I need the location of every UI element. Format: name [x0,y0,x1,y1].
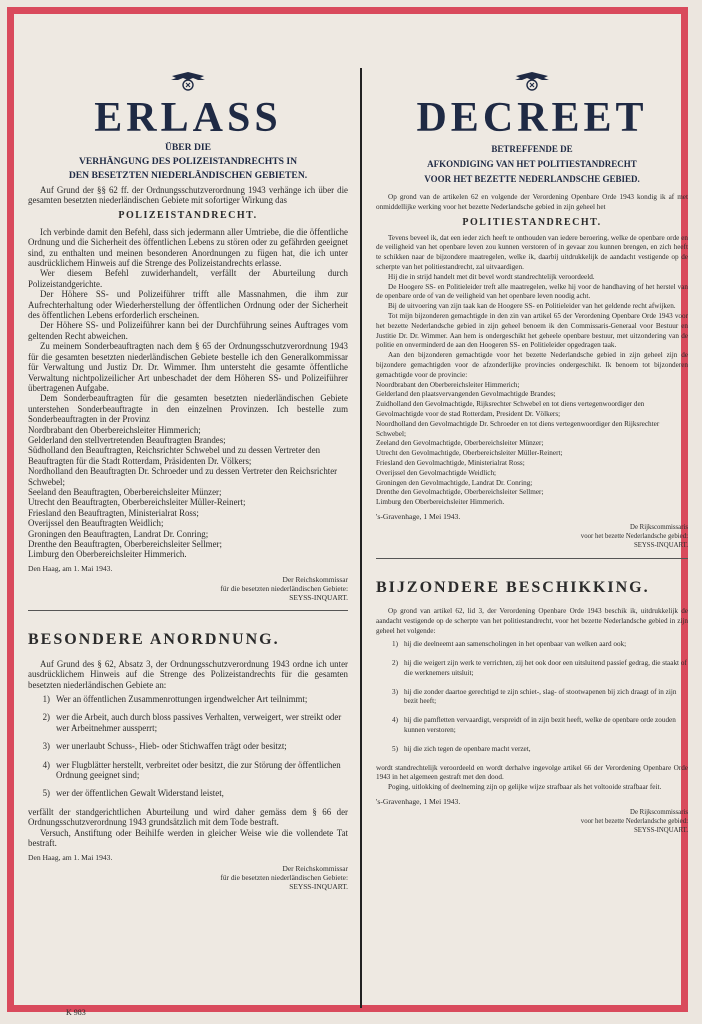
date-line: Den Haag, am 1. Mai 1943. [28,852,113,862]
item-text: wer der öffentlichen Gewalt Widerstand leistet, [56,788,224,799]
signature-block [376,808,688,835]
province-item: Groningen den Gevolmachtigde, Landrat Dr. Conring; [376,478,533,487]
province-item: Gelderland den stellvertretenden Beauftragten Brandes; [28,434,226,445]
column-divider [360,68,362,1008]
signature-name: SEYSS-INQUART. [633,541,688,549]
paragraph: Hij die in strijd handelt met dit bevel wordt standrechtelijk veroordeeld. [388,272,595,281]
item-number: 2) [392,659,398,668]
item-text: wer die Arbeit, auch durch bloss passives Verhalten, verweigert, wer streikt oder wer Arbeitnehmer aussperrt; [56,712,342,733]
signature-scope: für die besetzten niederländischen Gebiete: [220,872,348,882]
besondere-intro: Auf Grund des § 62, Absatz 3, der Ordnungsschutzverordnung 1943 ordne ich unter ausdrücklichem Hinweis auf die Strenge des Polizeistandrechts für die gesamten besetzten niederländischen Gebiete an: [28,658,348,690]
bijzondere-beschikking-heading: BIJZONDERE BESCHIKKING. [376,578,650,596]
print-code: K 983 [66,1008,86,1017]
paragraph: Dem Sonderbeauftragten für die gesamten besetzten niederländischen Gebiete unterstehen Sonderbeauftragte in den einzelnen Provinzen. Ich bestelle zum Sonderbeauftragten in der Provinz [28,393,348,425]
signature-name: SEYSS-INQUART. [289,881,348,891]
province-item: Drenthe den Beauftragten, Oberbereichsleiter Sellmer; [28,539,222,549]
province-item: Drenthe den Gevolmachtigde, Oberbereichsleiter Sellmer; [376,488,544,497]
closing-paragraph: wordt standrechtelijk veroordeeld en wordt derhalve ingevolge artikel 66 der Verordening Openbare Orde 1943 in het algemeen gestraft met den dood. [376,763,688,782]
offence-item [28,694,348,704]
item-text: hij die deelneemt aan samenscholingen in het openbaar van welken aard ook; [404,640,627,649]
item-number: 1) [392,640,398,649]
province-item: Overijssel den Beauftragten Weidlich; [28,518,164,529]
paragraph: Ich verbinde damit den Befehl, dass sich jedermann aller Umtriebe, die die öffentliche Ordnung und die Sicherheit des öffentlichen Lebens zu stören oder zu gefährden geeignet sind, zu enthalten und meinen besonderen Anordnungen zu fügen hat, die ich unter ausdrücklichem Hinweis auf die Strenge des Polizeistandrechts erlasse. [28,226,348,269]
dutch-column [376,28,688,1019]
signature-title: De Rijkscommissaris [630,809,688,817]
signature-scope: voor het bezette Nederlandsche gebied: [580,818,688,826]
paragraph: Wer diesem Befehl zuwiderhandelt, verfällt der Aburteilung durch Polizeistandgerichte. [28,268,348,289]
offence-item [28,760,348,781]
offence-list [28,694,348,799]
province-item: Noordholland den Gevolmachtigde Dr. Schroeder en tot diens vertegenwoordiger den Rijksrechter Schwebel; [376,419,660,438]
province-item: Friesland den Beauftragten, Ministerialrat Ross; [28,507,199,518]
item-text: wer Flugblätter herstellt, verbreitet oder besitzt, die zur Störung der öffentlichen Ordnung geeignet sind; [56,759,341,781]
province-item: Zuidholland den Gevolmachtigde, Rijksrechter Schwebel en tot diens vertegenwoordiger den Gevolmachtigde voor de stad Rotterdam, President Dr. Völkers; [376,400,645,418]
offence-item [28,712,348,733]
province-list [376,381,688,508]
item-number: 2) [42,712,50,723]
subtitle-line: VOOR HET BEZETTE NEDERLANDSCHE GEBIED. [424,174,640,184]
signature-name: SEYSS-INQUART. [289,592,348,602]
province-item: Friesland den Gevolmachtigde, Ministerialrat Ross; [376,458,525,467]
offence-item [376,716,688,736]
paragraph: Aan den bijzonderen gemachtigde voor het bezette Nederlandsche gebied in zijn geheel zijn de bijzondere gemachtigden voor de afzonderlijke provincies ondergeschikt. Ik benoem tot bijzonderen gemachtigde voor de provincie: [376,351,688,379]
province-item: Seeland den Beauftragten, Oberbereichsleiter Münzer; [28,486,222,497]
offence-list [376,640,688,754]
date-line: 's-Gravenhage, 1 Mei 1943. [376,797,461,807]
subtitle-line: AFKONDIGING VAN HET POLITIESTANDRECHT [427,159,637,169]
province-item: Nordbrabant den Oberbereichsleiter Himmerich; [28,424,201,435]
subtitle-line: ÜBER DIE [164,142,212,153]
signature-title: De Rijkscommissaris [630,523,688,531]
province-item: Südholland den Beauftragten, Reichsrichter Schwebel und zu dessen Vertreter den Beauftragten für die Stadt Rotterdam, Präsidenten Dr. Völkers; [28,445,321,466]
closing-paragraph: Poging, uitlokking of deelneming zijn op gelijke wijze strafbaar als het voltooide strafbaar feit. [388,783,662,792]
section-divider [28,610,348,611]
paragraph: Tot mijn bijzonderen gemachtigde in den zin van artikel 65 der Verordening Openbare Orde 1943 voor het bezette Nederlandsche gebied in zijn geheel benoem ik den Commissaris-Generaal voor Bestuur en Justitie Dr. Dr. Wimmer. Aan hem is ondergeschikt het geheele openbare bestuur, met uitzondering van de politie en onverminderd de aan den Hoogeren SS- en Politieleider opgedragen taak. [376,311,688,350]
province-item: Limburg den Oberbereichsleiter Himmerich. [376,498,505,507]
offence-item [376,688,688,708]
province-item: Overijssel den Gevolmachtigde Weidlich; [376,468,497,477]
item-text: hij die pamfletten vervaardigt, verspreidt of in zijn bezit heeft, welke de openbare orde zouden kunnen verstoren; [404,716,676,735]
subtitle-line: BETREFFENDE DE [491,144,573,154]
item-text: hij die zich tegen de openbare macht verzet, [404,744,531,753]
signature-title: Der Reichskommissar [282,574,348,584]
signature-title: Der Reichskommissar [282,863,348,873]
offence-item [28,788,348,798]
paragraph: Der Höhere SS- und Polizeiführer kann bei der Durchführung seines Auftrages vom geltenden Recht abweichen. [28,320,348,341]
polizeistandrecht-heading: POLIZEISTANDRECHT. [118,209,258,221]
closing-paragraph: Versuch, Anstiftung oder Beihilfe werden in gleicher Weise wie die vollendete Tat bestraft. [28,827,348,849]
item-number: 3) [42,741,50,752]
item-number: 3) [392,687,398,696]
offence-item [28,741,348,751]
province-item: Gelderland den plaatsvervangenden Gevolmachtigde Brandes; [376,390,556,399]
section-divider [376,558,688,559]
german-column [28,28,348,1019]
province-item: Zeeland den Gevolmachtigde, Oberbereichsleiter Münzer; [376,439,544,448]
province-item: Groningen den Beauftragten, Landrat Dr. Conring; [28,528,209,539]
politiestandrecht-heading: POLITIESTANDRECHT. [462,216,602,228]
province-item: Utrecht den Gevolmachtigde, Oberbereichsleiter Müller-Reinert; [376,449,563,458]
eagle-emblem-icon [170,68,206,92]
item-text: hij die weigert zijn werk te verrichten, zij het ook door een uitsluitend passief gedrag, die staakt of die werknemers uitsluit; [404,659,687,677]
province-item: Noordbrabant den Oberbereichsleiter Himmerich; [376,380,520,389]
eagle-emblem-icon [514,68,550,92]
signature-block [28,864,348,891]
offence-item [376,745,688,755]
poster-border [7,7,688,1012]
signature-block [376,523,688,550]
item-number: 4) [42,759,50,770]
title-decreet: DECREET [416,95,648,141]
paragraph: Bij de uitvoering van zijn taak kan de Hoogere SS- en Politieleider van het geldende recht afwijken. [388,302,676,311]
province-item: Nordholland den Beauftragten Dr. Schroeder und zu dessen Vertreter den Reichsrichter Schwebel; [28,466,338,487]
item-text: wer unerlaubt Schuss-, Hieb- oder Stichwaffen trägt oder besitzt; [56,741,287,752]
item-number: 5) [392,744,398,753]
subtitle-line: DEN BESETZTEN NIEDERLÄNDISCHEN GEBIETEN. [68,170,308,181]
date-line: 's-Gravenhage, 1 Mei 1943. [376,511,461,521]
closing-paragraph: verfällt der standgerichtlichen Aburteilung und wird daher gemäss dem § 66 der Ordnungsschutzverordnung 1943 grundsätzlich mit dem Tode bestraft. [28,806,348,828]
item-text: Wer an öffentlichen Zusammenrottungen irgendwelcher Art teilnimmt; [56,694,308,705]
intro-paragraph: Auf Grund der §§ 62 ff. der Ordnungsschutzverordnung 1943 verhänge ich über die gesamten besetzten niederländischen Gebiete mit sofortiger Wirkung das [28,185,348,206]
signature-block [28,575,348,602]
signature-scope: voor het bezette Nederlandsche gebied: [580,532,688,540]
province-list [28,425,348,560]
offence-item [376,640,688,650]
offence-item [376,659,688,679]
bijzondere-intro: Op grond van artikel 62, lid 3, der Verordening Openbare Orde 1943 beschik ik, uitdrukkelijk de aandacht vestigende op de scherpte van het politiestandrecht, voor het bezette Nederlandsche gebied in zijn geheel het volgende: [376,606,688,635]
paragraph: Zu meinem Sonderbeauftragten nach dem § 65 der Ordnungsschutzverordnung 1943 für die gesamten besetzten niederländischen Gebiete bestelle ich den Generalkommissar für Verwaltung und Justiz Dr. Dr. Wimmer. Ihm untersteht die gesamte öffentliche Verwaltung nichtpolizeilicher Art unbeschadet der dem Höheren SS- und Polizeiführer übertragenen Aufgabe. [28,341,348,393]
item-number: 1) [42,694,50,705]
signature-scope: für die besetzten niederländischen Gebiete: [220,583,348,593]
title-erlass: ERLASS [94,95,282,141]
item-text: hij die zonder daartoe gerechtigd te zijn schiet-, slag- of stootwapenen bij zich draagt of in zijn bezit heeft; [404,687,677,706]
besondere-anordnung-heading: BESONDERE ANORDNUNG. [28,630,280,648]
item-number: 5) [42,788,50,799]
paragraph: Der Höhere SS- und Polizeiführer trifft alle Massnahmen, die ihm zur Aufrechterhaltung oder Wiederherstellung der öffentlichen Ordnung oder der Sicherheit des öffentlichen Lebens erforderlich erscheinen. [28,289,348,321]
province-item: Limburg den Oberbereichsleiter Himmerich. [28,549,187,560]
paragraph: Tevens beveel ik, dat een ieder zich heeft te onthouden van iedere beroering, welke de openbare orde en de veiligheid van het openbare leven zou kunnen verstoren of in gevaar zou kunnen brengen, en zich heeft te schikken naar de bijzondere maatregelen, welke ik, daarbij uitdrukkelijk de aandacht vestigende op de scherpte van het politiestandrecht, zal uitvaardigen. [376,233,688,271]
subtitle-line: VERHÄNGUNG DES POLIZEISTANDRECHTS IN [78,156,298,167]
paragraph: De Hoogere SS- en Politieleider treft alle maatregelen, welke hij voor de handhaving of het herstel van de openbare orde of van de veiligheid van het openbare leven noodig acht. [376,282,688,301]
poster [28,28,695,1019]
date-line: Den Haag, am 1. Mai 1943. [28,563,113,573]
intro-paragraph: Op grond van de artikelen 62 en volgende der Verordening Openbare Orde 1943 kondig ik af met onmiddellijke werking voor het bezette Nederlandsche gebied in zijn geheel het [376,193,688,211]
item-number: 4) [392,716,398,725]
province-item: Utrecht den Beauftragten, Oberbereichsleiter Müller-Reinert; [28,497,246,508]
signature-name: SEYSS-INQUART. [633,827,688,835]
